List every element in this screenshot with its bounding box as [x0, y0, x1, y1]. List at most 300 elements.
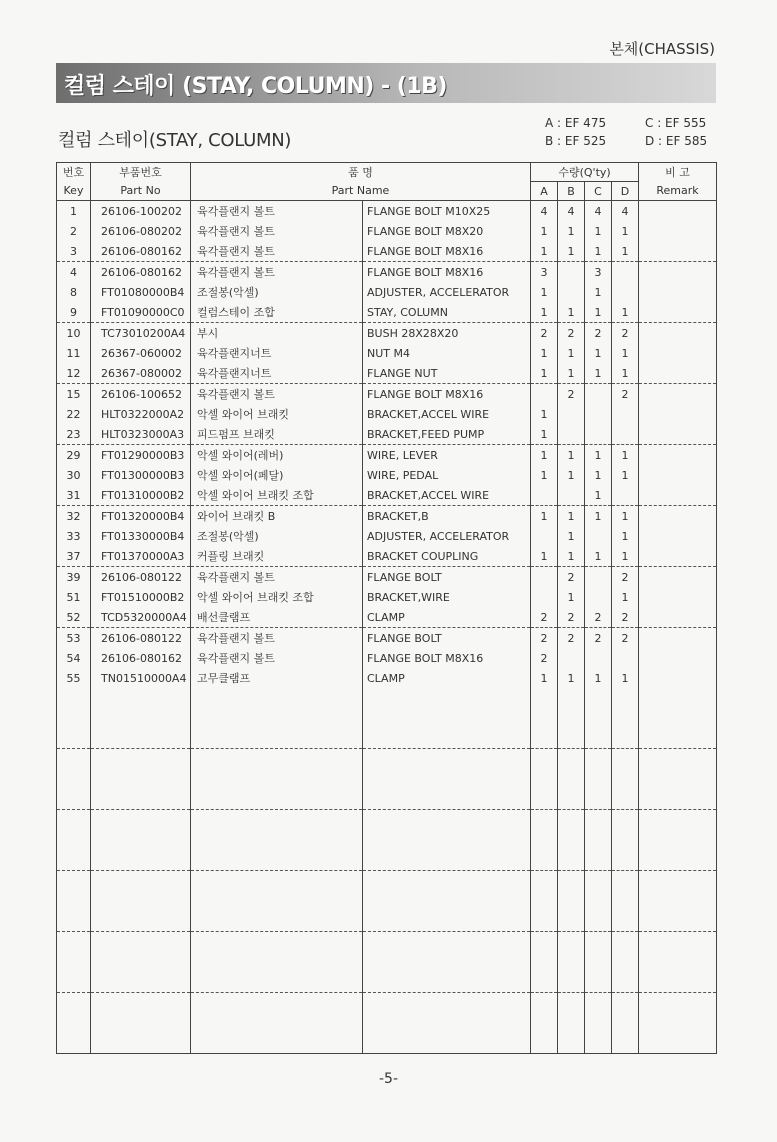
row-name-en: FLANGE BOLT [363, 567, 531, 588]
row-qty-a: 1 [531, 404, 558, 424]
table-row [57, 607, 717, 628]
row-qty-c [585, 404, 612, 424]
row-part-no: 26106-100202 [91, 201, 191, 222]
table-row [57, 546, 717, 567]
section-header: 본체(CHASSIS) [609, 40, 715, 58]
row-qty-c: 1 [585, 506, 612, 527]
row-qty-a [531, 384, 558, 405]
row-qty-d: 2 [612, 607, 639, 628]
row-qty-d: 1 [612, 343, 639, 363]
header-col-b: B [558, 182, 585, 201]
row-key: 29 [57, 445, 91, 466]
row-qty-a: 2 [531, 648, 558, 668]
page-title: 컬럼 스테이 (STAY, COLUMN) - (1B) [64, 74, 447, 99]
row-part-no: HLT0323000A3 [91, 424, 191, 445]
row-name-ko: 조절봉(악셀) [191, 282, 363, 302]
row-qty-d: 1 [612, 241, 639, 262]
row-name-ko: 배선클램프 [191, 607, 363, 628]
empty-cell [558, 871, 585, 932]
row-name-en: CLAMP [363, 668, 531, 688]
row-remark [639, 526, 717, 546]
row-part-no: FT01300000B3 [91, 465, 191, 485]
table-row [57, 221, 717, 241]
row-qty-d [612, 485, 639, 506]
empty-cell [363, 810, 531, 871]
row-qty-b: 2 [558, 384, 585, 405]
row-key: 1 [57, 201, 91, 222]
row-qty-d [612, 648, 639, 668]
empty-cell [91, 932, 191, 993]
row-name-ko: 와이어 브래킷 B [191, 506, 363, 527]
model-b: B : EF 525 [545, 134, 607, 148]
empty-cell [558, 688, 585, 749]
row-name-en: FLANGE BOLT M8X16 [363, 384, 531, 405]
empty-cell [57, 749, 91, 810]
row-qty-b: 1 [558, 302, 585, 323]
model-d: D : EF 585 [645, 134, 708, 148]
table-row [57, 648, 717, 668]
row-name-ko: 육각플랜지 볼트 [191, 221, 363, 241]
row-name-ko: 육각플랜지너트 [191, 363, 363, 384]
row-qty-b [558, 262, 585, 283]
empty-cell [531, 749, 558, 810]
row-name-en: BUSH 28X28X20 [363, 323, 531, 344]
table-row [57, 384, 717, 405]
row-key: 32 [57, 506, 91, 527]
model-c: C : EF 555 [645, 116, 707, 130]
row-part-no: 26106-080122 [91, 567, 191, 588]
row-qty-d: 1 [612, 302, 639, 323]
table-row [57, 404, 717, 424]
empty-cell [612, 871, 639, 932]
row-qty-b: 1 [558, 445, 585, 466]
parts-table [56, 162, 717, 1054]
row-qty-c: 4 [585, 201, 612, 222]
row-remark [639, 404, 717, 424]
row-part-no: TN01510000A4 [91, 668, 191, 688]
row-qty-d: 1 [612, 546, 639, 567]
empty-cell [612, 932, 639, 993]
row-name-ko: 육각플랜지너트 [191, 343, 363, 363]
row-name-ko: 고무클램프 [191, 668, 363, 688]
row-name-ko: 악셀 와이어 브래킷 [191, 404, 363, 424]
row-part-no: 26106-100652 [91, 384, 191, 405]
row-qty-b: 1 [558, 465, 585, 485]
row-name-ko: 악셀 와이어 브래킷 조합 [191, 485, 363, 506]
row-name-en: BRACKET,WIRE [363, 587, 531, 607]
row-qty-d: 1 [612, 221, 639, 241]
empty-cell [191, 932, 363, 993]
empty-cell [91, 688, 191, 749]
row-name-en: CLAMP [363, 607, 531, 628]
row-remark [639, 302, 717, 323]
row-name-ko: 컬럼스테이 조합 [191, 302, 363, 323]
row-name-ko: 악셀 와이어 브래킷 조합 [191, 587, 363, 607]
row-qty-b [558, 485, 585, 506]
row-key: 4 [57, 262, 91, 283]
row-part-no: TCD5320000A4 [91, 607, 191, 628]
row-qty-b: 2 [558, 607, 585, 628]
row-name-en: WIRE, LEVER [363, 445, 531, 466]
empty-cell [363, 688, 531, 749]
row-key: 23 [57, 424, 91, 445]
row-qty-a: 1 [531, 668, 558, 688]
row-qty-a: 1 [531, 221, 558, 241]
row-qty-a: 1 [531, 445, 558, 466]
row-qty-c: 1 [585, 363, 612, 384]
empty-cell [531, 932, 558, 993]
header-part-name-en: Part Name [191, 182, 531, 201]
row-key: 51 [57, 587, 91, 607]
row-name-en: BRACKET,ACCEL WIRE [363, 485, 531, 506]
row-remark [639, 241, 717, 262]
empty-cell [639, 749, 717, 810]
row-qty-a: 2 [531, 628, 558, 649]
subtitle: 컬럼 스테이(STAY, COLUMN) [58, 130, 292, 151]
row-part-no: TC73010200A4 [91, 323, 191, 344]
title-bar [56, 63, 716, 103]
header-key-en: Key [57, 182, 91, 201]
empty-cell [639, 871, 717, 932]
row-qty-a: 3 [531, 262, 558, 283]
row-key: 52 [57, 607, 91, 628]
row-qty-a: 1 [531, 506, 558, 527]
empty-cell [585, 810, 612, 871]
table-row [57, 668, 717, 688]
empty-cell [639, 932, 717, 993]
row-qty-a: 1 [531, 343, 558, 363]
row-key: 12 [57, 363, 91, 384]
row-name-en: ADJUSTER, ACCELERATOR [363, 282, 531, 302]
empty-cell [639, 993, 717, 1054]
row-qty-c: 1 [585, 465, 612, 485]
empty-row [57, 993, 717, 1054]
row-part-no: 26367-060002 [91, 343, 191, 363]
row-qty-a [531, 587, 558, 607]
row-remark [639, 485, 717, 506]
empty-cell [363, 749, 531, 810]
row-remark [639, 262, 717, 283]
empty-cell [191, 810, 363, 871]
row-qty-c [585, 384, 612, 405]
row-key: 53 [57, 628, 91, 649]
row-name-en: BRACKET,B [363, 506, 531, 527]
empty-cell [585, 993, 612, 1054]
row-part-no: HLT0322000A2 [91, 404, 191, 424]
empty-cell [612, 749, 639, 810]
row-key: 8 [57, 282, 91, 302]
header-col-d: D [612, 182, 639, 201]
empty-cell [91, 993, 191, 1054]
row-remark [639, 445, 717, 466]
row-remark [639, 465, 717, 485]
empty-cell [531, 993, 558, 1054]
row-part-no: 26106-080162 [91, 262, 191, 283]
row-name-en: BRACKET,ACCEL WIRE [363, 404, 531, 424]
empty-row [57, 871, 717, 932]
row-qty-d: 2 [612, 323, 639, 344]
table-row [57, 445, 717, 466]
empty-cell [558, 810, 585, 871]
empty-cell [91, 749, 191, 810]
empty-cell [191, 749, 363, 810]
row-key: 22 [57, 404, 91, 424]
row-name-en: FLANGE BOLT M8X20 [363, 221, 531, 241]
row-name-en: FLANGE BOLT M10X25 [363, 201, 531, 222]
row-name-ko: 육각플랜지 볼트 [191, 384, 363, 405]
row-remark [639, 546, 717, 567]
header-key-ko: 번호 [57, 163, 91, 182]
row-qty-d: 1 [612, 445, 639, 466]
row-key: 31 [57, 485, 91, 506]
table-row [57, 485, 717, 506]
row-name-en: FLANGE BOLT [363, 628, 531, 649]
empty-row [57, 749, 717, 810]
empty-cell [57, 810, 91, 871]
row-part-no: 26367-080002 [91, 363, 191, 384]
row-qty-b: 1 [558, 221, 585, 241]
row-part-no: FT01290000B3 [91, 445, 191, 466]
row-qty-a: 1 [531, 302, 558, 323]
row-qty-d: 1 [612, 587, 639, 607]
row-qty-c: 1 [585, 343, 612, 363]
page-number: -5- [378, 1071, 398, 1087]
row-qty-c: 1 [585, 221, 612, 241]
model-list-left [545, 114, 606, 150]
header-part-no-ko: 부품번호 [91, 163, 191, 182]
row-remark [639, 668, 717, 688]
row-qty-d [612, 262, 639, 283]
row-part-no: FT01330000B4 [91, 526, 191, 546]
row-name-en: FLANGE BOLT M8X16 [363, 648, 531, 668]
row-remark [639, 384, 717, 405]
header-qty: 수량(Q'ty) [531, 163, 639, 182]
table-row [57, 363, 717, 384]
row-remark [639, 221, 717, 241]
row-qty-c: 2 [585, 628, 612, 649]
row-qty-d [612, 424, 639, 445]
row-remark [639, 648, 717, 668]
row-qty-b: 4 [558, 201, 585, 222]
row-qty-c: 1 [585, 668, 612, 688]
table-row [57, 262, 717, 283]
empty-cell [585, 688, 612, 749]
row-qty-a: 1 [531, 424, 558, 445]
empty-cell [363, 871, 531, 932]
row-qty-d: 4 [612, 201, 639, 222]
row-key: 2 [57, 221, 91, 241]
table-row [57, 343, 717, 363]
row-qty-a: 2 [531, 607, 558, 628]
row-qty-b: 1 [558, 343, 585, 363]
empty-cell [57, 993, 91, 1054]
row-part-no: FT01310000B2 [91, 485, 191, 506]
row-qty-b [558, 404, 585, 424]
row-qty-a: 1 [531, 282, 558, 302]
row-qty-c: 3 [585, 262, 612, 283]
row-qty-b: 1 [558, 546, 585, 567]
empty-cell [191, 871, 363, 932]
row-qty-d: 2 [612, 567, 639, 588]
row-part-no: FT01510000B2 [91, 587, 191, 607]
row-qty-c: 1 [585, 282, 612, 302]
table-row [57, 241, 717, 262]
row-qty-a: 1 [531, 363, 558, 384]
empty-cell [57, 932, 91, 993]
empty-cell [558, 749, 585, 810]
row-qty-b: 1 [558, 241, 585, 262]
empty-cell [191, 993, 363, 1054]
row-qty-a: 1 [531, 241, 558, 262]
row-qty-d: 1 [612, 506, 639, 527]
row-remark [639, 628, 717, 649]
row-name-ko: 육각플랜지 볼트 [191, 241, 363, 262]
empty-cell [531, 810, 558, 871]
row-qty-d: 1 [612, 668, 639, 688]
row-name-en: BRACKET COUPLING [363, 546, 531, 567]
row-qty-b: 2 [558, 323, 585, 344]
row-name-ko: 육각플랜지 볼트 [191, 567, 363, 588]
row-remark [639, 567, 717, 588]
empty-row [57, 688, 717, 749]
header-col-c: C [585, 182, 612, 201]
empty-cell [531, 871, 558, 932]
row-qty-a: 1 [531, 465, 558, 485]
empty-cell [558, 993, 585, 1054]
table-row [57, 506, 717, 527]
row-remark [639, 201, 717, 222]
row-remark [639, 424, 717, 445]
empty-cell [531, 688, 558, 749]
row-qty-c [585, 526, 612, 546]
row-qty-c: 1 [585, 445, 612, 466]
row-qty-c: 1 [585, 546, 612, 567]
row-part-no: 26106-080162 [91, 648, 191, 668]
row-qty-c: 1 [585, 302, 612, 323]
table-row [57, 567, 717, 588]
row-qty-b: 1 [558, 587, 585, 607]
row-remark [639, 506, 717, 527]
row-qty-a: 1 [531, 546, 558, 567]
row-qty-b: 2 [558, 567, 585, 588]
row-name-en: STAY, COLUMN [363, 302, 531, 323]
empty-cell [363, 993, 531, 1054]
empty-cell [612, 993, 639, 1054]
row-name-ko: 육각플랜지 볼트 [191, 628, 363, 649]
empty-cell [585, 871, 612, 932]
row-key: 10 [57, 323, 91, 344]
table-row [57, 323, 717, 344]
row-qty-a [531, 567, 558, 588]
table-row [57, 424, 717, 445]
row-name-en: ADJUSTER, ACCELERATOR [363, 526, 531, 546]
empty-cell [558, 932, 585, 993]
row-qty-d: 1 [612, 465, 639, 485]
row-key: 9 [57, 302, 91, 323]
row-qty-c: 1 [585, 485, 612, 506]
row-qty-d: 1 [612, 526, 639, 546]
row-name-en: NUT M4 [363, 343, 531, 363]
row-qty-c [585, 424, 612, 445]
header-remark-ko: 비 고 [639, 163, 717, 182]
empty-cell [363, 932, 531, 993]
row-qty-d [612, 282, 639, 302]
header-part-no-en: Part No [91, 182, 191, 201]
row-part-no: FT01080000B4 [91, 282, 191, 302]
row-name-en: FLANGE BOLT M8X16 [363, 262, 531, 283]
row-name-ko: 악셀 와이어(레버) [191, 445, 363, 466]
table-row [57, 587, 717, 607]
row-qty-c: 1 [585, 241, 612, 262]
empty-cell [612, 810, 639, 871]
row-qty-a: 2 [531, 323, 558, 344]
row-remark [639, 323, 717, 344]
row-name-ko: 육각플랜지 볼트 [191, 648, 363, 668]
row-name-ko: 조절봉(악셀) [191, 526, 363, 546]
row-key: 33 [57, 526, 91, 546]
row-remark [639, 343, 717, 363]
empty-cell [57, 871, 91, 932]
header-part-name-ko: 품 명 [191, 163, 531, 182]
row-key: 37 [57, 546, 91, 567]
row-qty-b [558, 424, 585, 445]
row-qty-d: 2 [612, 628, 639, 649]
row-qty-b: 1 [558, 668, 585, 688]
row-part-no: 26106-080122 [91, 628, 191, 649]
header-col-a: A [531, 182, 558, 201]
row-name-en: FLANGE BOLT M8X16 [363, 241, 531, 262]
table-row [57, 201, 717, 222]
empty-cell [91, 871, 191, 932]
empty-cell [585, 749, 612, 810]
row-name-ko: 악셀 와이어(페달) [191, 465, 363, 485]
row-part-no: 26106-080202 [91, 221, 191, 241]
empty-cell [57, 688, 91, 749]
empty-row [57, 932, 717, 993]
model-a: A : EF 475 [545, 116, 607, 130]
empty-cell [191, 688, 363, 749]
table-row [57, 302, 717, 323]
row-qty-c [585, 587, 612, 607]
row-remark [639, 282, 717, 302]
row-key: 15 [57, 384, 91, 405]
row-part-no: FT01320000B4 [91, 506, 191, 527]
row-name-ko: 육각플랜지 볼트 [191, 201, 363, 222]
row-part-no: FT01090000C0 [91, 302, 191, 323]
row-qty-b [558, 282, 585, 302]
row-name-en: FLANGE NUT [363, 363, 531, 384]
empty-cell [639, 810, 717, 871]
empty-cell [91, 810, 191, 871]
row-qty-a [531, 485, 558, 506]
row-qty-d [612, 404, 639, 424]
row-qty-d: 1 [612, 363, 639, 384]
empty-cell [612, 688, 639, 749]
row-remark [639, 607, 717, 628]
row-key: 3 [57, 241, 91, 262]
row-name-ko: 커플링 브래킷 [191, 546, 363, 567]
row-name-en: WIRE, PEDAL [363, 465, 531, 485]
row-name-en: BRACKET,FEED PUMP [363, 424, 531, 445]
table-row [57, 282, 717, 302]
header-remark-en: Remark [639, 182, 717, 201]
empty-cell [585, 932, 612, 993]
row-key: 30 [57, 465, 91, 485]
row-part-no: 26106-080162 [91, 241, 191, 262]
model-list-right [645, 114, 707, 150]
row-key: 39 [57, 567, 91, 588]
table-row [57, 465, 717, 485]
